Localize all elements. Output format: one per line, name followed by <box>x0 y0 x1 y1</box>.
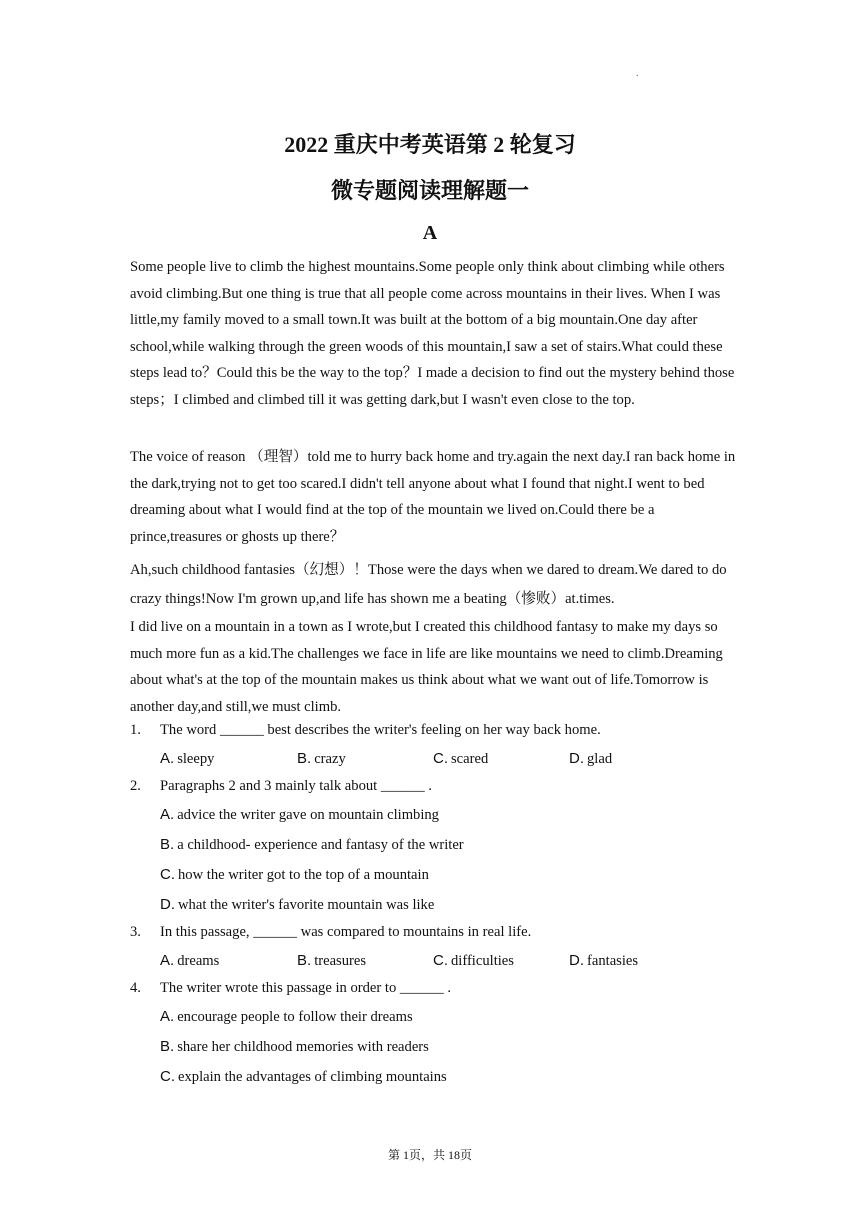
option-text: advice the writer gave on mountain climbing <box>177 807 439 823</box>
option-text: dreams <box>177 953 220 969</box>
question-text: The word ______ best describes the writer's feeling on her way back home. <box>160 722 601 738</box>
option-text: what the writer's favorite mountain was like <box>178 897 435 913</box>
question-text: The writer wrote this passage in order to ______ . <box>160 980 451 996</box>
option-text: explain the advantages of climbing mountains <box>178 1069 447 1085</box>
option-text: a childhood- experience and fantasy of the writer <box>177 837 464 853</box>
passage-paragraph-3: Ah,such childhood fantasies（幻想）！Those were the days when we dared to dream.We dared to do crazy things!Now I'm grown up,and life has shown me a beating（惨败）at.times. <box>130 562 727 607</box>
option-a <box>160 750 214 768</box>
option-c <box>433 750 488 768</box>
option-b <box>297 952 366 970</box>
option-label: B. <box>160 1038 175 1055</box>
option-label: B. <box>297 952 312 969</box>
option-text: fantasies <box>587 953 639 969</box>
option-label: D. <box>569 750 584 767</box>
passage-paragraph-2: The voice of reason （理智）told me to hurry back home and try.again the next day.I ran back home in the dark,trying not to get too scared.I didn't tell anyone about what I found that night.I went to bed dreaming about what I would find at the top of the mountain we lived on.Could there be a prince,treasures or ghosts up there？ <box>130 449 736 545</box>
document-title: 2022 重庆中考英语第 2 轮复习 <box>284 132 576 157</box>
option-text: how the writer got to the top of a mountain <box>178 867 429 883</box>
question-text: In this passage, ______ was compared to mountains in real life. <box>160 924 532 940</box>
option-label: A. <box>160 952 175 969</box>
option-a <box>160 952 219 970</box>
option-text: encourage people to follow their dreams <box>177 1009 413 1025</box>
option-a <box>160 1008 413 1026</box>
option-a <box>160 806 439 824</box>
option-text: treasures <box>314 953 367 969</box>
question-number: 1. <box>130 722 141 738</box>
option-text: share her childhood memories with readers <box>177 1039 429 1055</box>
option-label: C. <box>433 952 448 969</box>
option-d <box>569 750 612 768</box>
option-label: D. <box>160 896 175 913</box>
question-text: Paragraphs 2 and 3 mainly talk about ______ . <box>160 778 432 794</box>
option-d <box>569 952 638 970</box>
option-label: B. <box>297 750 312 767</box>
option-text: scared <box>451 751 489 767</box>
passage-paragraph-4: I did live on a mountain in a town as I wrote,but I created this childhood fantasy to make my days so much more fun as a kid.The challenges we face in life are like mountains we need to climb.Dreaming about what's at the top of the mountain makes us think about what we want out of life.Tomorrow is another day,and still,we must climb. <box>130 619 723 715</box>
page-footer: 第 1页，共 18页 <box>387 1148 472 1162</box>
option-text: crazy <box>314 751 346 767</box>
section-heading: A <box>422 222 438 244</box>
header-dot: . <box>636 68 639 79</box>
option-b <box>160 1038 429 1056</box>
option-label: C. <box>160 1068 175 1085</box>
option-label: B. <box>160 836 175 853</box>
option-text: difficulties <box>451 953 514 969</box>
option-label: C. <box>433 750 448 767</box>
question-number: 2. <box>130 778 141 794</box>
option-label: A. <box>160 806 175 823</box>
option-text: sleepy <box>177 751 215 767</box>
option-c <box>433 952 514 970</box>
question-number: 3. <box>130 924 141 940</box>
option-label: C. <box>160 866 175 883</box>
option-label: D. <box>569 952 584 969</box>
passage-paragraph-1: Some people live to climb the highest mountains.Some people only think about climbing while others avoid climbing.But one thing is true that all people come across mountains in their lives. When I was little,my family moved to a small town.It was built at the bottom of a big mountain.One day after school,while walking through the green woods of this mountain,I saw a set of stairs.What could these steps lead to？Could this be the way to the top？I made a decision to find out the mystery behind those steps；I climbed and climbed till it was getting dark,but I wasn't even close to the top. <box>130 259 735 408</box>
option-label: A. <box>160 750 175 767</box>
option-c <box>160 866 429 884</box>
option-text: glad <box>587 751 613 767</box>
option-b <box>297 750 346 768</box>
option-c <box>160 1068 447 1086</box>
option-label: A. <box>160 1008 175 1025</box>
option-b <box>160 836 464 854</box>
question-number: 4. <box>130 980 141 996</box>
option-d <box>160 896 434 914</box>
document-subtitle: 微专题阅读理解题一 <box>330 178 529 203</box>
